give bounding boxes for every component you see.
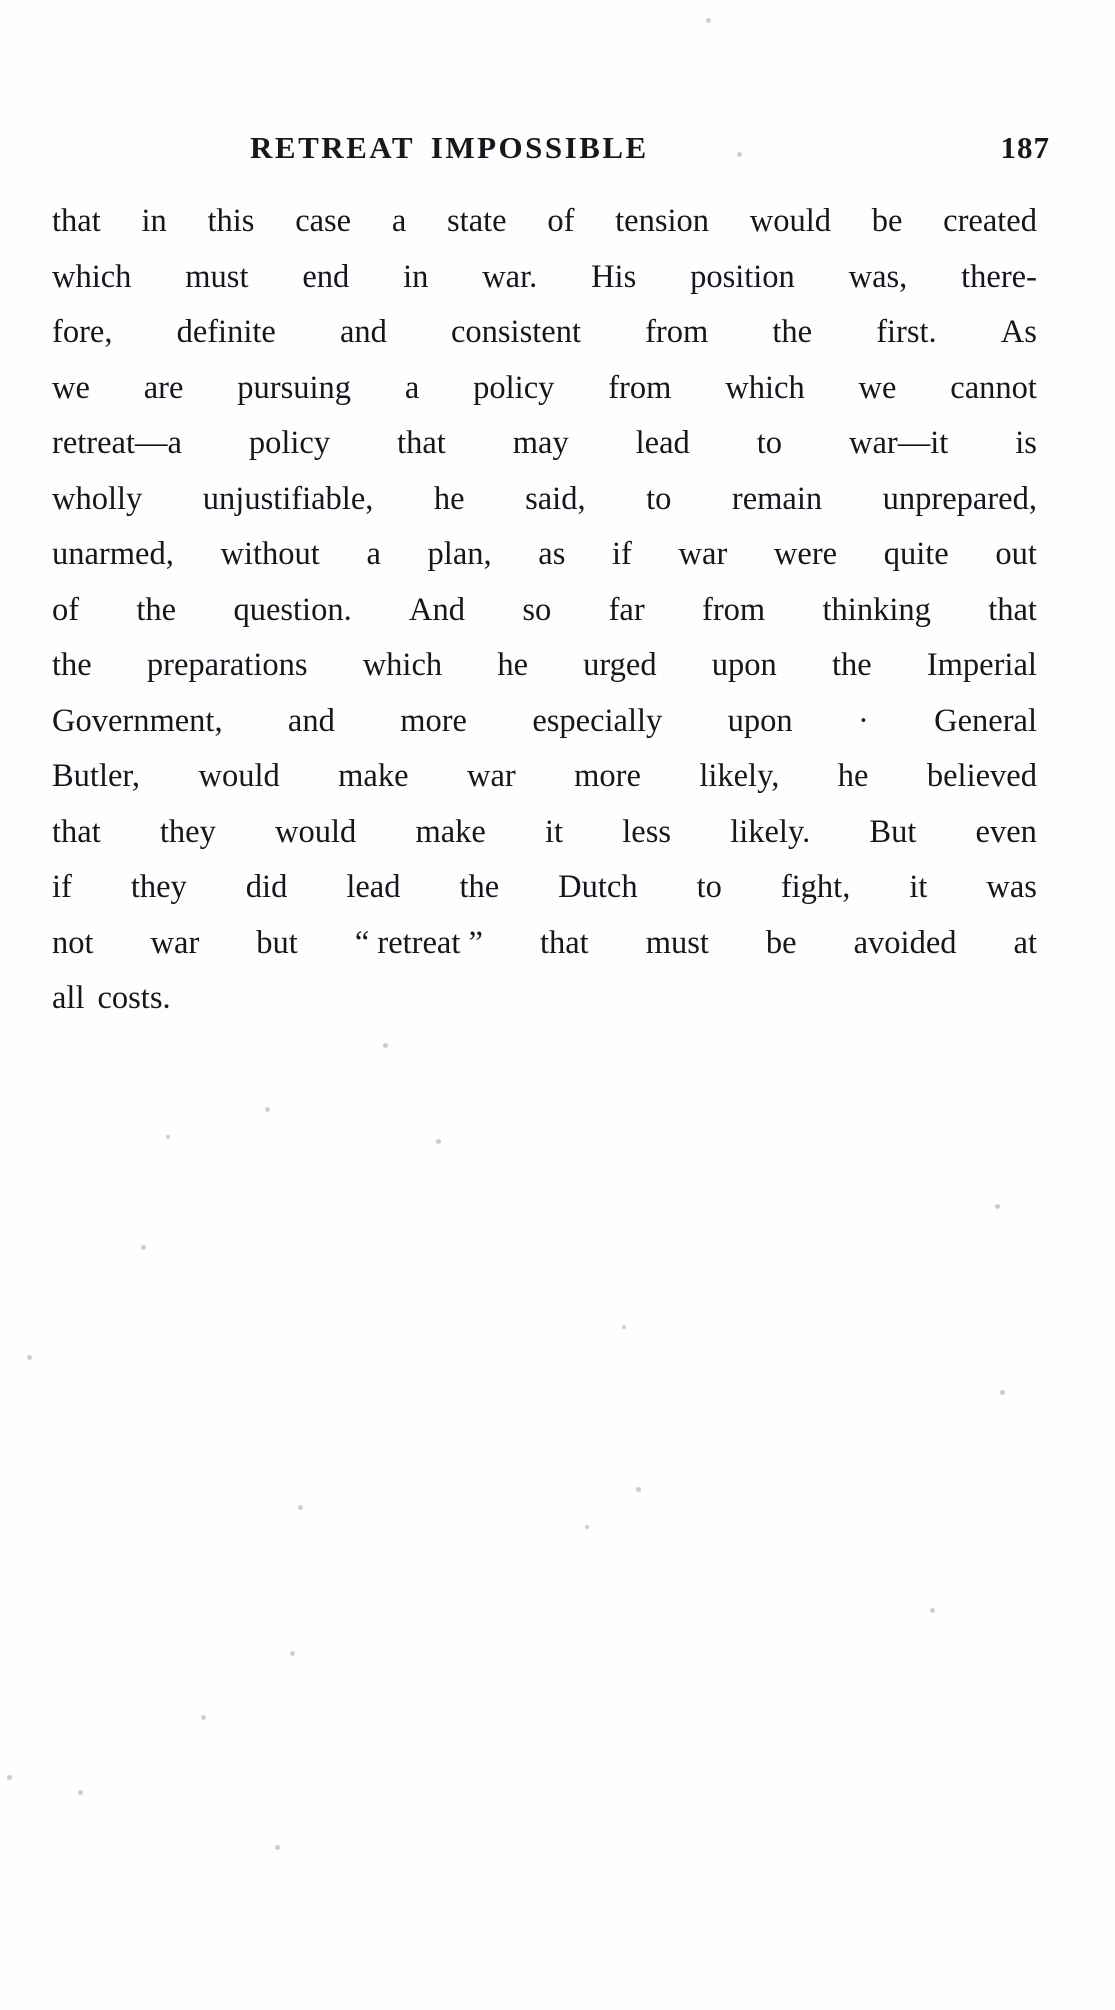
word: it [545,813,564,850]
word: lead [346,869,401,905]
word: · [857,702,869,739]
word: make [338,758,409,794]
word: less [622,813,672,850]
word: we [52,369,90,406]
word: quite [883,536,949,572]
word: he [837,758,869,794]
word: and [339,314,387,350]
word: he [433,480,465,517]
scan-speck [275,1845,280,1850]
scan-speck [706,18,711,23]
word: position [690,258,795,295]
word: that [52,813,101,850]
word: out [995,536,1037,572]
text-line [52,749,1037,805]
word: Dutch [558,869,638,905]
word: His [591,258,637,295]
word: more [400,702,467,739]
word: urged [583,647,657,683]
scan-speck [27,1355,32,1360]
word: Imperial [926,647,1037,683]
word: from [645,314,709,350]
word: cannot [950,369,1037,406]
word: believed [926,758,1037,794]
word: plan, [427,536,492,572]
word: policy [248,425,331,461]
word: so [522,591,552,628]
text-line [52,250,1037,306]
scan-speck [585,1525,589,1529]
word: costs. [97,980,171,1016]
word: case [295,203,352,239]
word: make [415,813,486,850]
text-line [52,472,1037,528]
word: Butler, [52,758,141,794]
word: may [512,425,569,461]
word: far [608,591,645,628]
word: Government, [52,702,223,739]
word: would [275,813,357,850]
word: without [220,536,320,572]
word: said, [525,480,586,517]
word: definite [176,314,276,350]
word: there- [961,258,1037,295]
word: pursuing [237,369,352,406]
word: must [645,924,709,961]
word: thinking [822,591,931,628]
text-line [52,805,1037,861]
word: this [207,203,255,239]
word: in [141,203,167,239]
scan-speck [265,1107,270,1112]
word: which [52,258,132,295]
word: war [466,758,516,794]
running-head: RETREAT IMPOSSIBLE [250,130,649,165]
word: be [765,924,797,961]
text-line [52,305,1037,361]
word: to [696,869,722,905]
word: war [678,536,728,572]
word: fore, [52,314,113,350]
word: were [773,536,838,572]
word: of [547,203,575,239]
word: to [756,425,783,461]
word: would [198,758,280,794]
word: from [608,369,672,406]
word: that [397,425,446,461]
word: likely. [730,813,811,850]
scan-speck [141,1245,146,1250]
word: of [52,591,80,628]
word: upon [711,647,777,683]
word: remain [731,480,823,517]
word: the [772,314,813,350]
text-line [52,860,1037,916]
word: be [871,203,903,239]
word: a [404,369,420,406]
scan-speck [7,1775,12,1780]
word: must [185,258,249,295]
word: are [143,369,184,406]
text-line [52,416,1037,472]
scan-speck [78,1790,83,1795]
scan-speck [930,1608,935,1613]
page-header [250,130,1050,166]
text-line [52,361,1037,417]
word: General [934,702,1037,739]
word: especially [532,702,663,739]
word: a [391,203,407,239]
word: if [52,869,72,905]
word: lead [635,425,690,461]
word: fight, [780,869,851,905]
word: not [52,924,94,961]
scan-speck [1000,1390,1005,1395]
word: that [988,591,1037,628]
word: unarmed, [52,536,174,572]
word: all [52,980,85,1016]
word: war—it [848,425,949,461]
word: more [574,758,641,794]
word: it [909,869,928,905]
word: the [136,591,177,628]
word: the [52,647,92,683]
text-line [52,694,1037,750]
text-line [52,527,1037,583]
word: even [975,813,1037,850]
word: the [831,647,872,683]
word: that [539,924,589,961]
word: in [403,258,429,295]
body-text [52,194,1052,1027]
word: we [858,369,897,406]
word: from [702,591,766,628]
scan-speck [622,1325,626,1329]
word: but [256,924,298,961]
word: As [1000,314,1037,350]
word: upon [727,702,793,739]
scan-speck [383,1043,388,1048]
scan-speck [636,1487,641,1492]
word: wholly [52,480,143,517]
word: a [366,536,381,572]
word: preparations [146,647,308,683]
word: unprepared, [882,480,1037,517]
word: they [159,813,216,850]
word: and [287,702,335,739]
word: But [869,813,917,850]
word: unjustifiable, [202,480,374,517]
word: was, [848,258,908,295]
scan-speck [298,1505,303,1510]
word: retreat—a [52,425,182,461]
word: was [986,869,1037,905]
word: war [150,924,200,961]
word: is [1015,425,1037,461]
word: he [497,647,528,683]
scan-speck [436,1139,441,1144]
word: And [409,591,466,628]
word: if [612,536,632,572]
page-number: 187 [1000,130,1050,165]
word: end [302,258,350,295]
word: which [362,647,443,683]
word: consistent [450,314,581,350]
word: would [749,203,832,239]
word: avoided [853,924,957,961]
text-line [52,583,1037,639]
text-line [52,971,1037,1027]
text-line [52,916,1037,972]
word: first. [876,314,937,350]
scan-speck [290,1651,295,1656]
word: created [943,203,1037,239]
word: which [725,369,805,406]
text-line [52,194,1037,250]
word: likely, [699,758,780,794]
word: policy [473,369,555,406]
word: they [130,869,187,905]
scan-speck [995,1204,1000,1209]
text-line [52,638,1037,694]
word: the [459,869,500,905]
scan-speck [737,152,742,157]
word: at [1013,924,1037,961]
word: that [52,203,101,239]
scan-speck [166,1135,170,1139]
word: “ retreat ” [354,924,483,961]
word: state [447,203,507,239]
word: to [646,480,672,517]
word: war. [482,258,538,295]
word: question. [233,591,352,628]
word: as [538,536,566,572]
word: tension [615,203,710,239]
word: did [245,869,288,905]
scan-speck [201,1715,206,1720]
